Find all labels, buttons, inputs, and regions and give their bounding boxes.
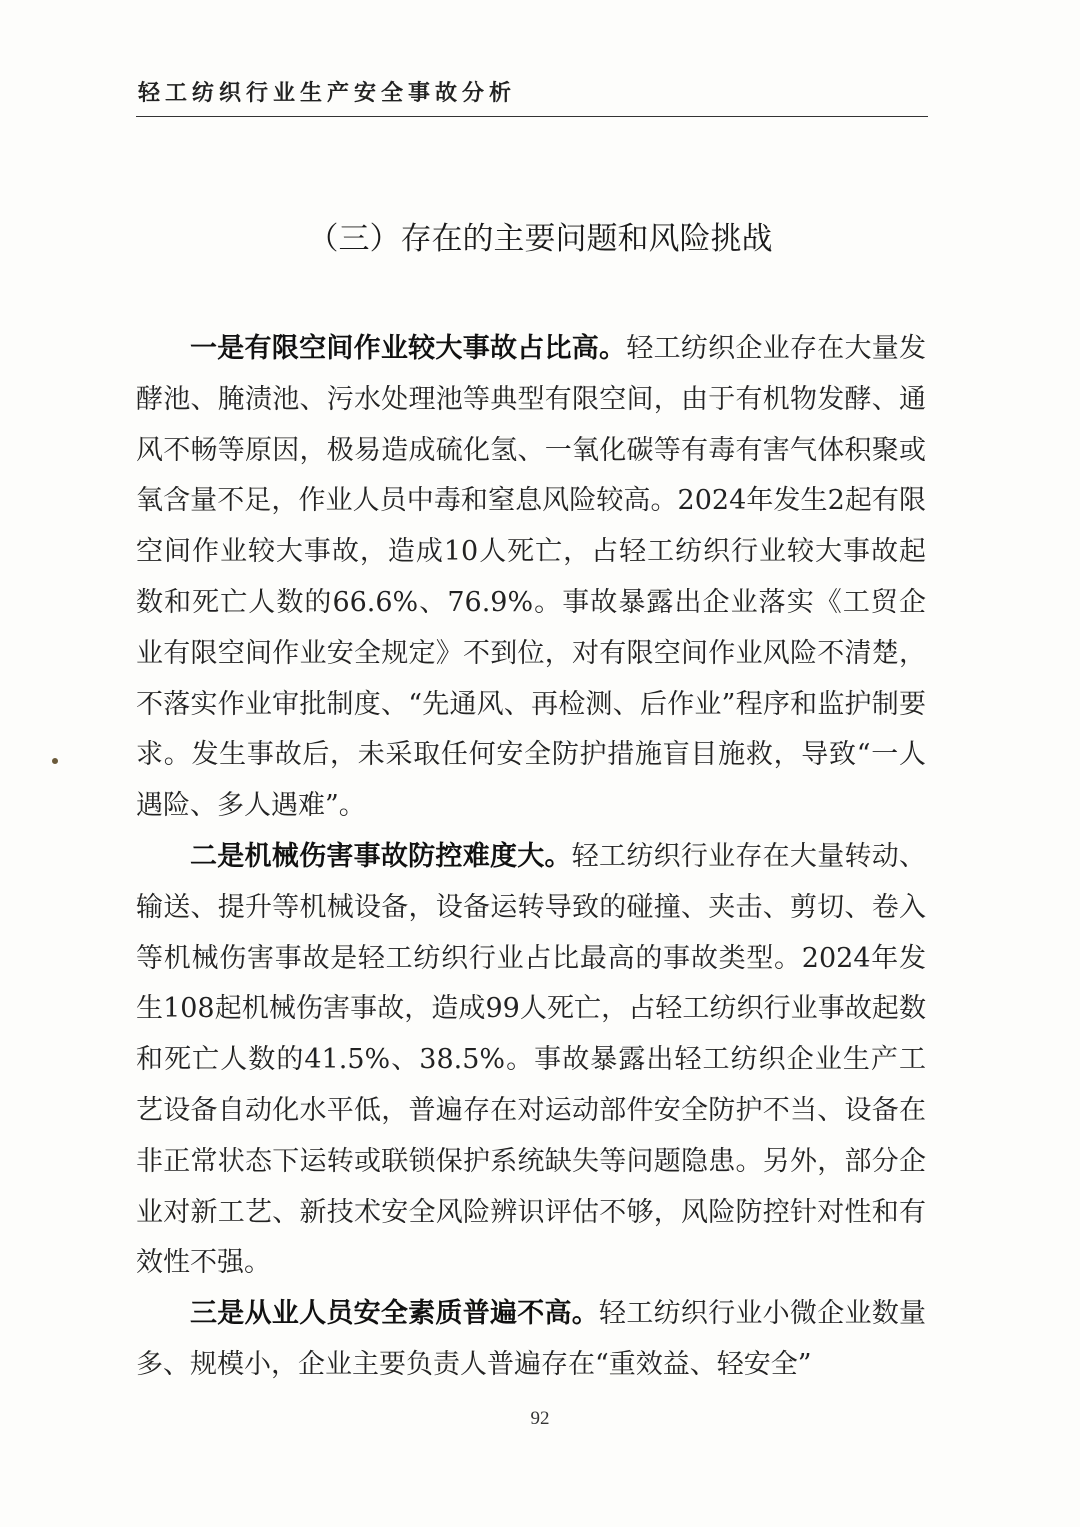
paragraph-text: 轻工纺织企业存在大量发酵池、腌渍池、污水处理池等典型有限空间，由于有机物发酵、通风不畅等原因，极易造成硫化氢、一氧化碳等有毒有害气体积聚或氧含量不足，作业人员中毒和窒息风险较高。2024年发生2起有限空间作业较大事故，造成10人死亡，占轻工纺织行业较大事故起数和死亡人数的66.6%、76.9%。事故暴露出企业落实《工贸企业有限空间作业安全规定》不到位，对有限空间作业风险不清楚，不落实作业审批制度、“先通风、再检测、后作业”程序和监护制要求。发生事故后，未采取任何安全防护措施盲目施救，导致“一人遇险、多人遇难”。 bbox=[136, 333, 927, 822]
page-number: 92 bbox=[530, 1408, 550, 1429]
scan-speck bbox=[52, 758, 58, 764]
body-text bbox=[136, 324, 926, 1391]
running-header: 轻工纺织行业生产安全事故分析 bbox=[138, 81, 517, 106]
paragraph-text: 轻工纺织行业小微企业数量多、规模小，企业主要负责人普遍存在“重效益、轻安全” bbox=[136, 1298, 927, 1380]
paragraph-lead: 一是有限空间作业较大事故占比高。 bbox=[190, 333, 627, 364]
section-title: （三）存在的主要问题和风险挑战 bbox=[307, 221, 773, 257]
paragraph-mechanical-injury bbox=[136, 832, 926, 1289]
paragraph-lead: 二是机械伤害事故防控难度大。 bbox=[190, 840, 572, 872]
paragraph-text: 轻工纺织行业存在大量转动、输送、提升等机械设备，设备运转导致的碰撞、夹击、剪切、卷入等机械伤害事故是轻工纺织行业占比最高的事故类型。2024年发生108起机械伤害事故，造成99人死亡，占轻工纺织行业事故起数和死亡人数的41.5%、38.5%。事故暴露出轻工纺织企业生产工艺设备自动化水平低，普遍存在对运动部件安全防护不当、设备在非正常状态下运转或联锁保护系统缺失等问题隐患。另外，部分企业对新工艺、新技术安全风险辨识评估不够，风险防控针对性和有效性不强。 bbox=[136, 840, 927, 1279]
paragraph-confined-space bbox=[136, 324, 926, 832]
header-rule bbox=[136, 116, 928, 117]
paragraph-worker-quality bbox=[136, 1289, 926, 1391]
paragraph-lead: 三是从业人员安全素质普遍不高。 bbox=[190, 1298, 600, 1330]
